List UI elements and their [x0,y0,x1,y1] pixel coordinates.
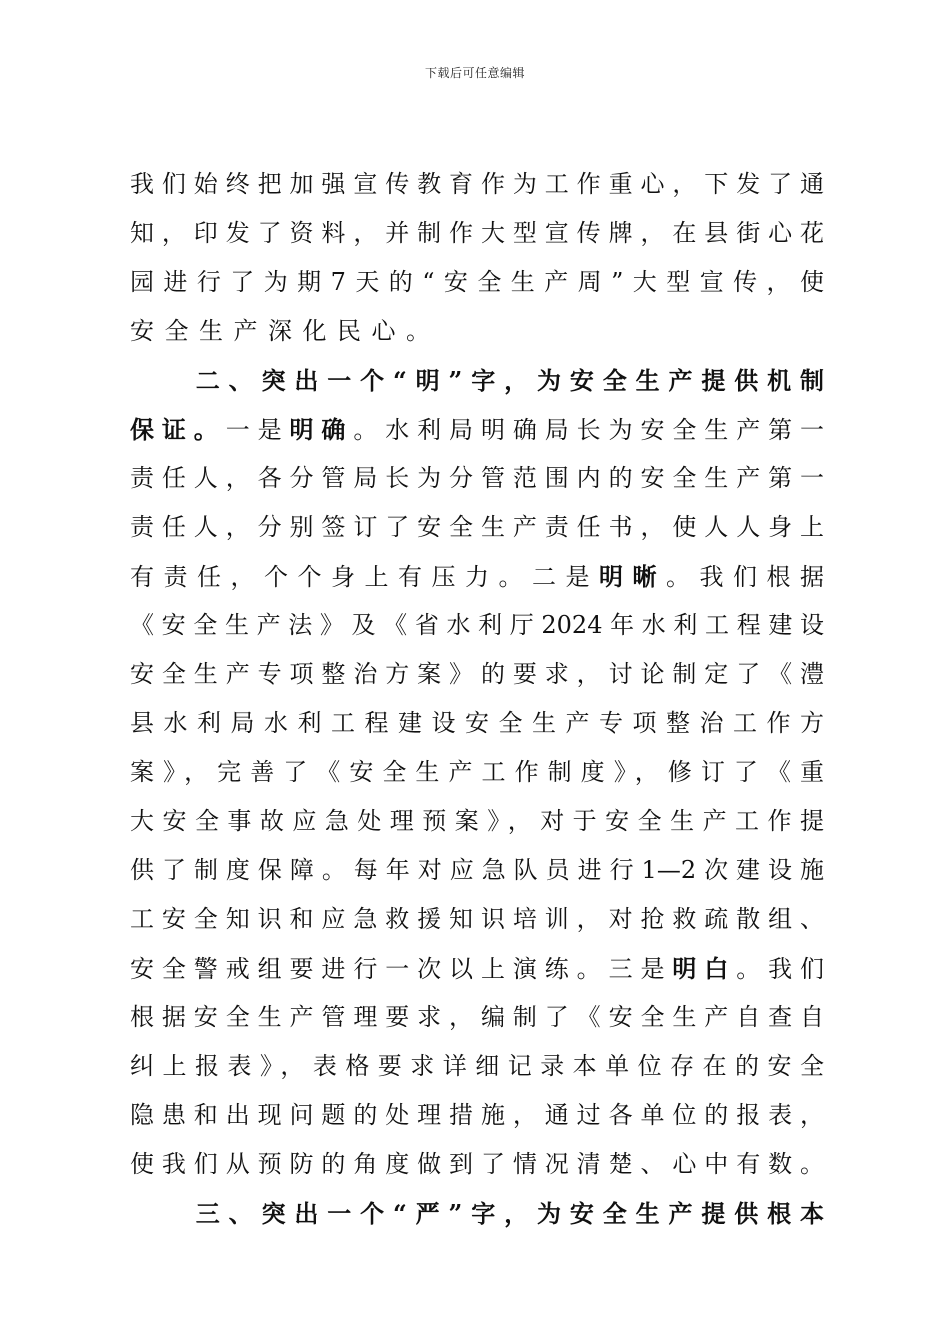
text-line: 责任人，各分管局长为分管范围内的安全生产第一 [130,464,824,492]
bold-term: 明晰 [599,562,666,591]
document-body [130,160,824,1238]
text-line: 保证。一是明确。水利局明确局长为安全生产第一 [130,415,824,444]
page-header: 下载后可任意编辑 [424,66,525,80]
text-line: 安全生产深化民心。 [130,317,441,345]
text-line: 供了制度保障。每年对应急队员进行1—2次建设施 [130,856,824,884]
text-line: 有责任，个个身上有压力。二是明晰。我们根据 [130,562,824,591]
text-line: 使我们从预防的角度做到了情况清楚、心中有数。 [130,1150,824,1178]
text-line: 责任人，分别签订了安全生产责任书，使人人身上 [130,513,824,541]
section-heading-2: 二、突出一个“明”字，为安全生产提供机制 [130,366,824,395]
text-line: 《安全生产法》及《省水利厅2024年水利工程建设 [130,611,824,639]
text-line: 纠上报表》，表格要求详细记录本单位存在的安全 [130,1052,824,1080]
text-line: 安全警戒组要进行一次以上演练。三是明白。我们 [130,954,824,983]
text-line: 根据安全生产管理要求，编制了《安全生产自查自 [130,1003,824,1031]
bold-term: 明确 [289,415,354,444]
text-line: 隐患和出现问题的处理措施，通过各单位的报表， [130,1101,824,1129]
text-line: 县水利局水利工程建设安全生产专项整治工作方 [130,709,824,737]
bold-term: 明白 [672,954,737,983]
text-line: 案》，完善了《安全生产工作制度》，修订了《重 [130,758,824,786]
text-line: 工安全知识和应急救援知识培训，对抢救疏散组、 [130,905,824,933]
text-line: 大安全事故应急处理预案》，对于安全生产工作提 [130,807,824,835]
text-line: 园进行了为期7天的“安全生产周”大型宣传，使 [130,268,824,296]
text-line: 安全生产专项整治方案》的要求，讨论制定了《澧 [130,660,824,688]
section-heading-2-end: 保证。 [130,415,226,444]
text-line: 我们始终把加强宣传教育作为工作重心，下发了通 [130,170,824,198]
section-heading-3: 三、突出一个“严”字，为安全生产提供根本 [130,1199,824,1228]
text-line: 知，印发了资料，并制作大型宣传牌，在县街心花 [130,219,824,247]
